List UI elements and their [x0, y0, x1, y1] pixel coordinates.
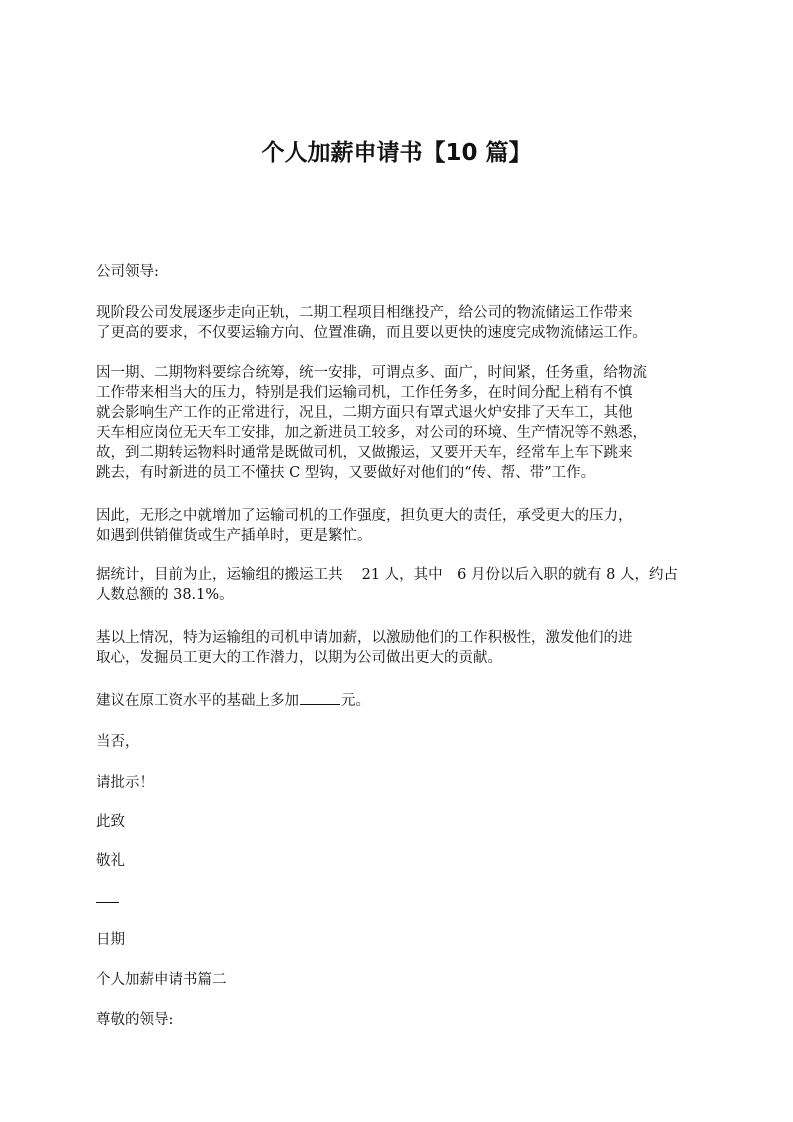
document-title: 个人加薪申请书【10 篇】 — [261, 140, 532, 166]
paragraph-2-line: 故，到二期转运物料时通常是既做司机，又做搬运，又要开天车，经常车上车下跳来 — [96, 445, 633, 461]
paragraph-5-line: 取心，发掘员工更大的工作潜力，以期为公司做出更大的贡献。 — [96, 650, 502, 666]
raise-suggestion-unit: 元。 — [341, 693, 370, 709]
paragraph-3-line: 因此，无形之中就增加了运输司机的工作强度，担负更大的责任，承受更大的压力， — [96, 508, 633, 524]
raise-suggestion — [96, 690, 710, 711]
salutation: 公司领导: — [96, 264, 159, 280]
paragraph-4 — [96, 565, 710, 605]
paragraph-2-line: 跳去，有时新进的员工不懂扶 C 型钩，又要做好对他们的“传、帮、带”工作。 — [96, 465, 596, 481]
line-cizhi: 此致 — [96, 814, 125, 830]
amount-blank — [300, 690, 340, 705]
paragraph-4-line: 据统计，目前为止，运输组的搬运工共 21 人，其中 6 月份以后入职的就有 8 人，约占 — [96, 567, 678, 583]
paragraph-2-line: 工作带来相当大的压力，特别是我们运输司机，工作任务多，在时间分配上稍有不慎 — [96, 385, 633, 401]
paragraph-3 — [96, 506, 710, 546]
paragraph-2-line: 天车相应岗位无天车工安排，加之新进员工较多，对公司的环境、生产情况等不熟悉， — [96, 425, 647, 441]
paragraph-1-line: 了更高的要求，不仅要运输方向、位置准确，而且要以更快的速度完成物流储运工作。 — [96, 325, 647, 341]
line-date: 日期 — [96, 932, 125, 948]
paragraph-5 — [96, 628, 710, 668]
line-dangfou: 当否， — [96, 734, 140, 750]
paragraph-2-line: 因一期、二期物料要综合统筹，统一安排，可谓点多、面广，时间紧，任务重，给物流 — [96, 365, 647, 381]
line-jingli: 敬礼 — [96, 853, 125, 869]
raise-suggestion-text: 建议在原工资水平的基础上多加 — [96, 693, 299, 709]
paragraph-1 — [96, 303, 710, 343]
line-request-approval: 请批示！ — [96, 775, 154, 791]
paragraph-2 — [96, 363, 710, 483]
paragraph-4-line: 人数总额的 38.1%。 — [96, 587, 234, 603]
next-section-salutation: 尊敬的领导: — [96, 1012, 174, 1028]
paragraph-3-line: 如遇到供销催货或生产插单时，更是繁忙。 — [96, 528, 372, 544]
next-section-title: 个人加薪申请书篇二 — [96, 972, 227, 988]
signature-line — [96, 902, 119, 903]
paragraph-5-line: 基以上情况，特为运输组的司机申请加薪，以激励他们的工作积极性，激发他们的进 — [96, 630, 633, 646]
paragraph-2-line: 就会影响生产工作的正常进行，况且，二期方面只有罩式退火炉安排了天车工，其他 — [96, 405, 633, 421]
paragraph-1-line: 现阶段公司发展逐步走向正轨，二期工程项目相继投产，给公司的物流储运工作带来 — [96, 305, 633, 321]
